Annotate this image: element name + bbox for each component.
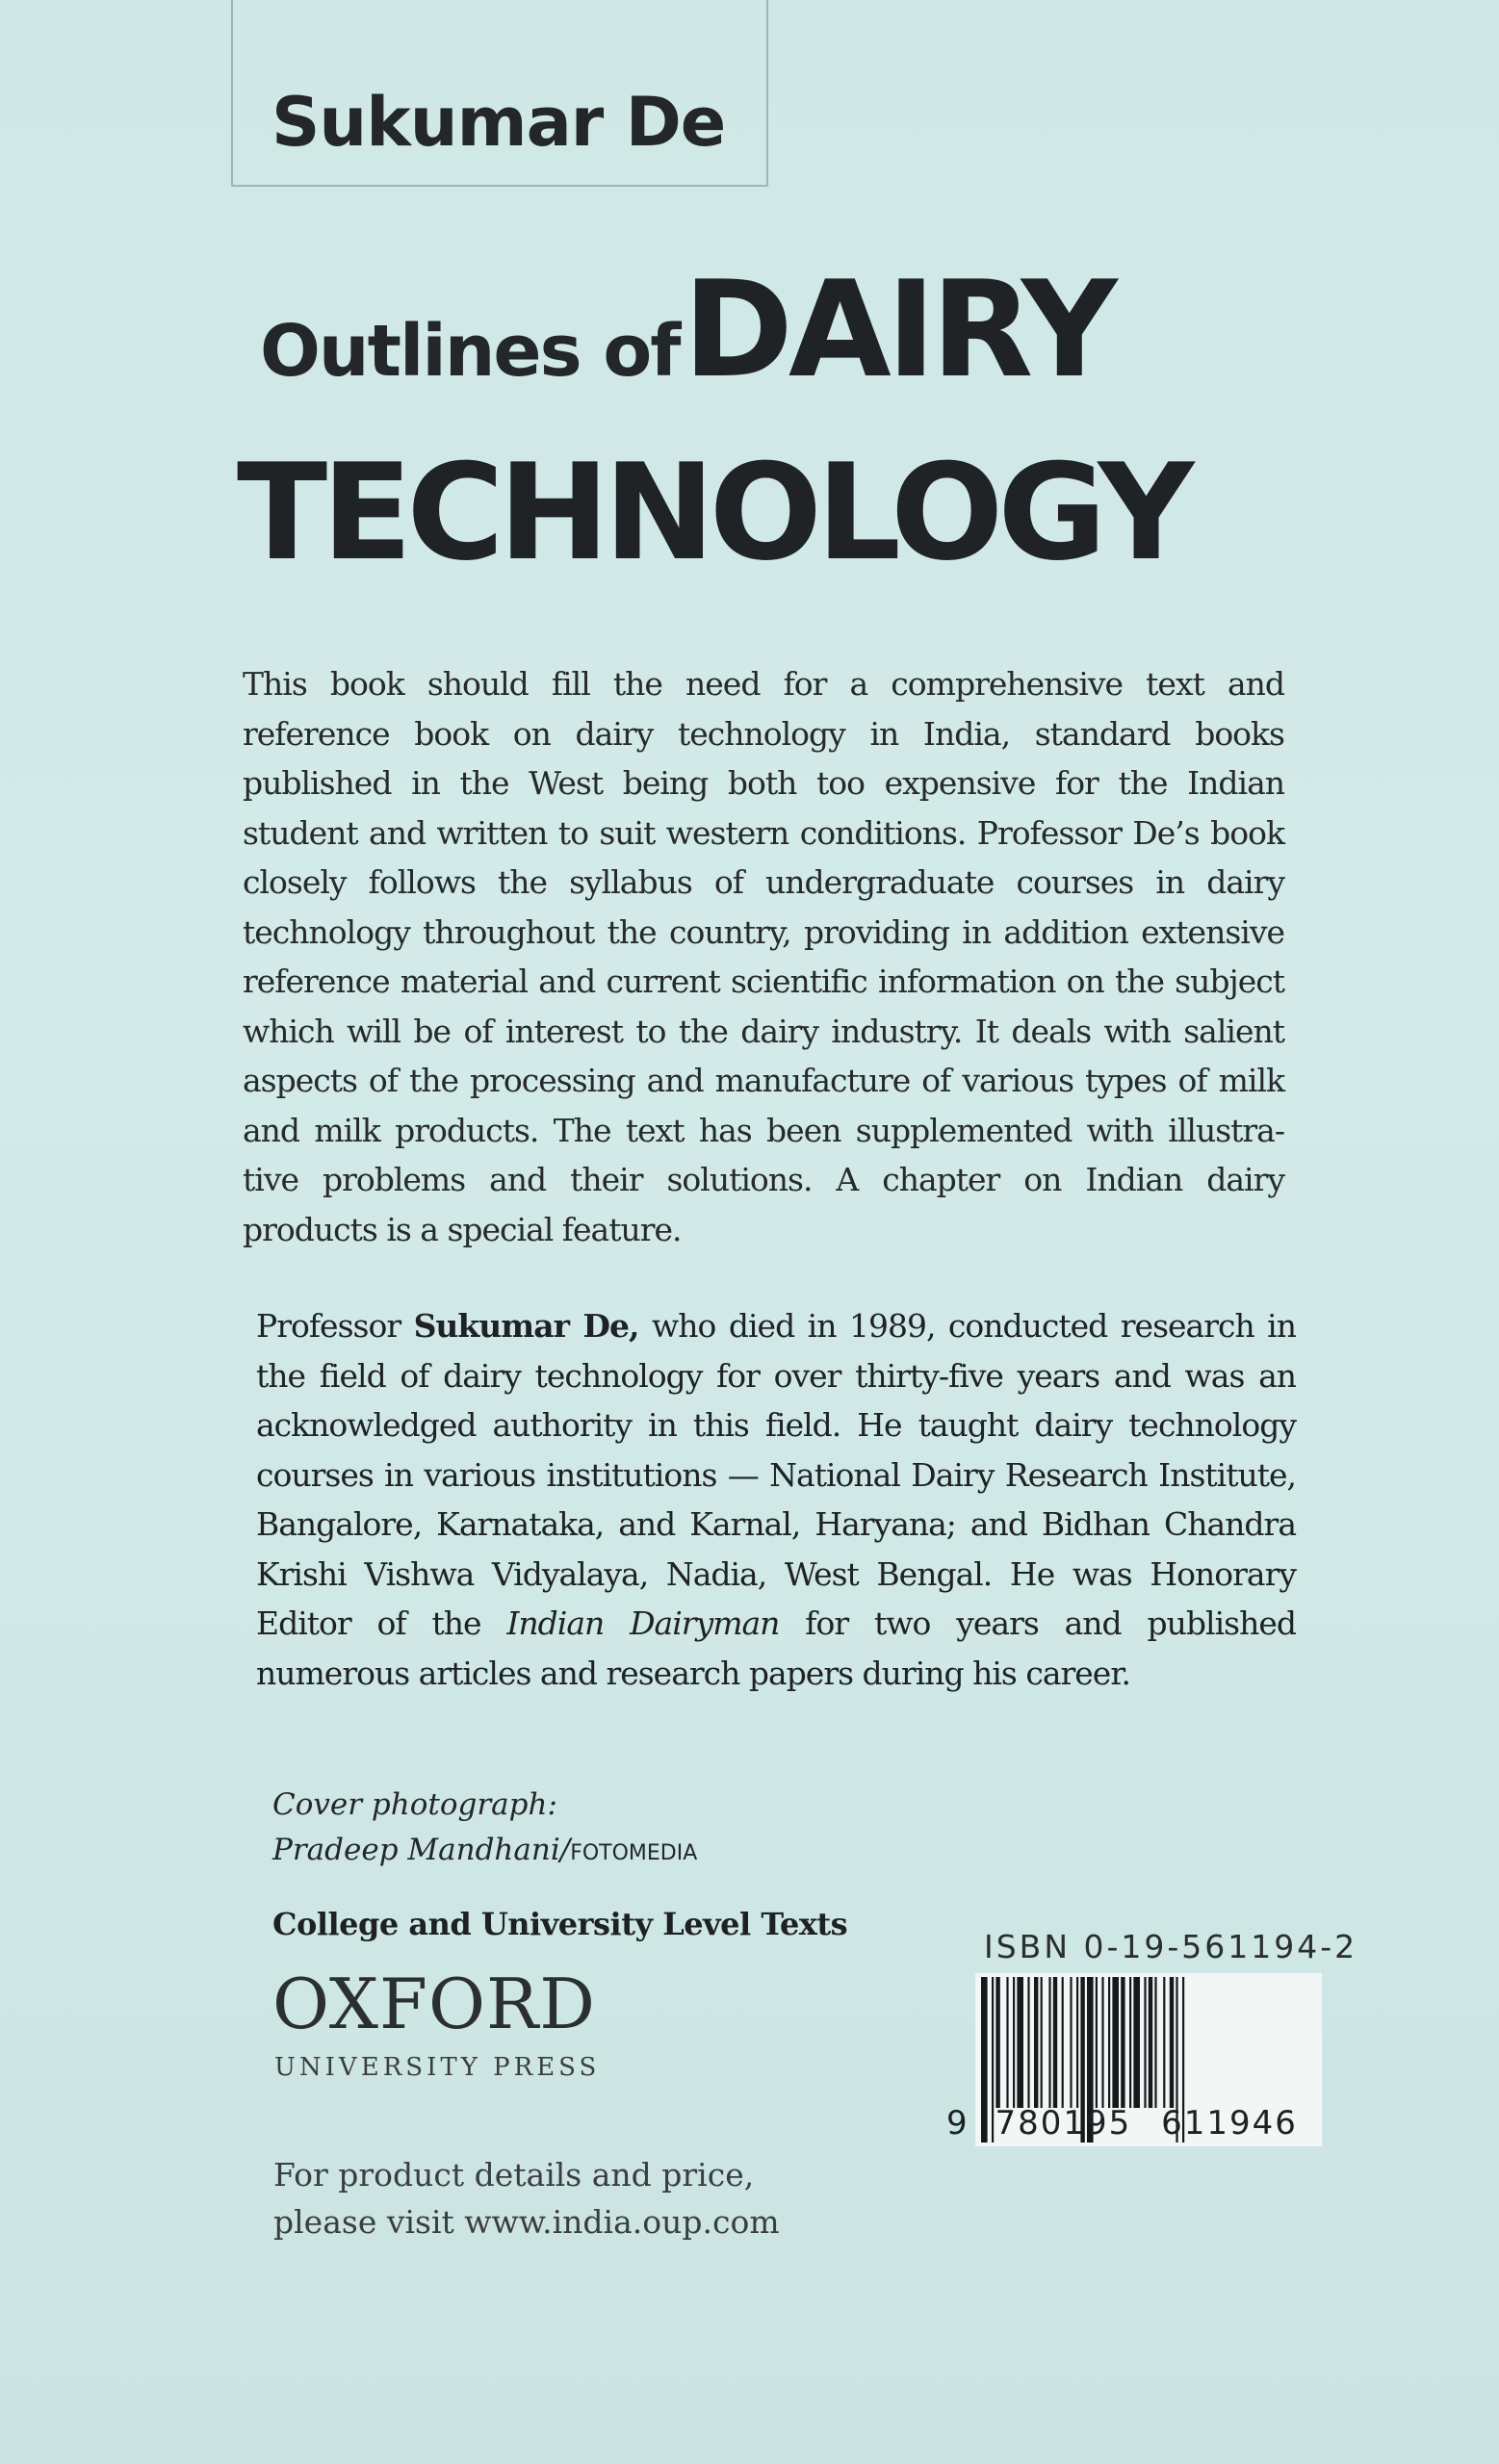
barcode-bar — [1017, 1977, 1023, 2108]
barcode-bar — [1013, 1977, 1015, 2108]
bio-text-part2: for two years and published numerous articles and research papers during his career. — [256, 1604, 1296, 1692]
barcode-group-2: 611946 — [1161, 2104, 1298, 2143]
barcode-bar — [1163, 1977, 1165, 2108]
barcode-bar — [1129, 1977, 1131, 2108]
barcode-bar — [1027, 1977, 1029, 2108]
isbn-label: ISBN 0-19-561194-2 — [984, 1928, 1358, 1965]
barcode-bar — [1154, 1977, 1156, 2108]
barcode-bar — [1076, 1977, 1078, 2108]
barcode-digits — [946, 2104, 1298, 2143]
barcode-bar — [1170, 1977, 1174, 2108]
credit-line — [272, 1828, 697, 1876]
visit-line-2: please visit www.india.oup.com — [273, 2203, 780, 2241]
barcode-first-digit: 9 — [946, 2104, 969, 2143]
barcode-bar — [1101, 1977, 1103, 2108]
credit-photographer: Pradeep Mandhani/ — [272, 1833, 571, 1867]
barcode-bar — [1133, 1977, 1140, 2108]
barcode-group-1: 780195 — [995, 2104, 1132, 2143]
series-name: College and University Level Texts — [272, 1906, 848, 1942]
barcode-bar — [1112, 1977, 1119, 2108]
barcode-bar — [1062, 1977, 1064, 2108]
cover-photo-credit — [272, 1783, 697, 1876]
bio-lead: Professor — [256, 1307, 401, 1345]
author-name: Sukumar De — [271, 83, 726, 162]
barcode-bar — [1144, 1977, 1146, 2108]
book-title-line1 — [260, 252, 1113, 407]
title-prefix: Outlines of — [260, 310, 680, 393]
visit-line-1: For product details and price, — [273, 2156, 755, 2194]
barcode-bar — [1096, 1977, 1098, 2108]
publisher-logo: OXFORD — [272, 1964, 596, 2044]
title-word-technology: TECHNOLOGY — [237, 435, 1189, 590]
barcode-bar — [1041, 1977, 1043, 2108]
barcode-bar — [1070, 1977, 1072, 2108]
barcode-bar — [1006, 1977, 1008, 2108]
barcode-bar — [1034, 1977, 1038, 2108]
publisher-press: UNIVERSITY PRESS — [274, 2053, 601, 2082]
product-details-note — [273, 2151, 780, 2246]
credit-label: Cover photograph: — [272, 1787, 557, 1822]
barcode-bar — [1053, 1977, 1057, 2108]
bio-text-part1: who died in 1989, conducted research in the field of dairy technology for over thirty-five years and was an acknowledged authority in this field. He taught dairy technology courses in various institutions — National Dairy Research Institute, Bangalore, Karnataka, and Karnal, Haryana; and Bidhan Chandra Krishi Vishwa Vidyalaya, Nadia, West Bengal. He was Honorary Editor of the — [256, 1307, 1296, 1642]
barcode-bar — [1048, 1977, 1050, 2108]
barcode-bar — [1149, 1977, 1152, 2108]
bio-journal-name: Indian Dairyman — [506, 1604, 780, 1642]
barcode-bar — [1121, 1977, 1124, 2108]
barcode-bar — [995, 1977, 999, 2108]
title-word-dairy: DAIRY — [683, 252, 1113, 407]
book-description: This book should fill the need for a comprehensive text and reference book on dairy technology in India, standard books published in the West being both too expensive for the Indian student and written to suit western conditions. Professor De’s book closely follows the syllabus of undergraduate courses in dairy technology throughout the country, providing in addition extensive reference material and current scientific information on the subject which will be of interest to the dairy industry. It deals with salient aspects of the processing and manufacture of various types of milk and milk products. The text has been supplemented with illustra-tive problems and their solutions. A chapter on Indian dairy products is a special feature. — [243, 665, 1284, 1248]
credit-agency: FOTOMEDIA — [570, 1841, 698, 1865]
author-bio — [256, 1301, 1296, 1698]
bio-author-name: Sukumar De, — [413, 1307, 639, 1345]
barcode-bar — [1108, 1977, 1110, 2108]
